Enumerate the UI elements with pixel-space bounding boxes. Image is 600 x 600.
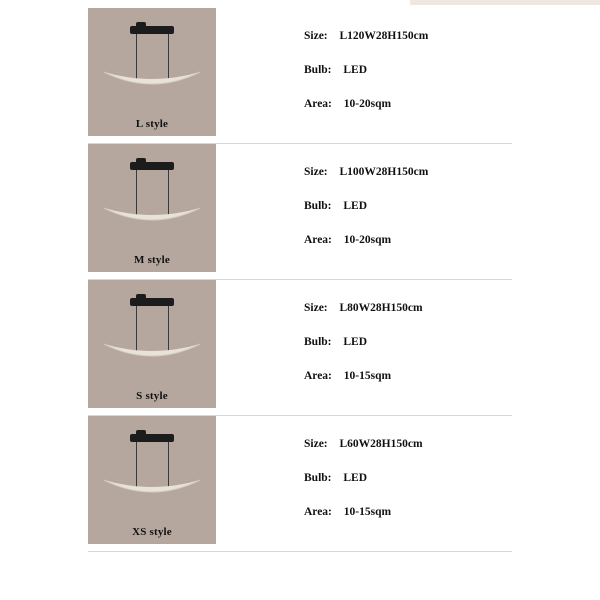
product-specs	[304, 416, 600, 518]
spec-bulb	[304, 336, 600, 348]
product-caption: M style	[134, 254, 170, 266]
spec-size-value: L120W28H150cm	[339, 30, 429, 42]
product-caption: S style	[136, 390, 168, 402]
spec-area	[304, 370, 600, 382]
ceiling-mount-icon	[130, 26, 174, 34]
spec-area-label: Area:	[304, 370, 332, 382]
row-divider	[88, 551, 512, 552]
lamp-blade-icon	[102, 70, 202, 94]
spec-size-label: Size:	[304, 30, 328, 42]
spec-area	[304, 98, 600, 110]
spec-area-value: 10-20sqm	[343, 98, 392, 110]
lamp-blade-icon	[102, 342, 202, 366]
list-item	[0, 416, 600, 552]
spec-size	[304, 302, 600, 314]
spec-size-label: Size:	[304, 438, 328, 450]
list-item	[0, 144, 600, 280]
lamp-blade-icon	[102, 478, 202, 502]
spec-bulb-value: LED	[343, 472, 368, 484]
ceiling-mount-icon	[130, 298, 174, 306]
spec-area-value: 10-15sqm	[343, 506, 392, 518]
spec-area	[304, 506, 600, 518]
product-thumbnail[interactable]	[88, 144, 216, 272]
spec-bulb-value: LED	[343, 200, 368, 212]
product-thumbnail[interactable]	[88, 280, 216, 408]
spec-bulb-value: LED	[343, 336, 368, 348]
spec-size-label: Size:	[304, 302, 328, 314]
spec-area-label: Area:	[304, 234, 332, 246]
spec-size	[304, 438, 600, 450]
lamp-blade-icon	[102, 206, 202, 230]
spec-size-value: L100W28H150cm	[339, 166, 429, 178]
spec-bulb	[304, 200, 600, 212]
spec-bulb	[304, 472, 600, 484]
spec-size-value: L60W28H150cm	[339, 438, 423, 450]
product-specs	[304, 144, 600, 246]
spec-area-label: Area:	[304, 98, 332, 110]
ceiling-mount-icon	[130, 434, 174, 442]
spec-area-value: 10-15sqm	[343, 370, 392, 382]
spec-bulb-label: Bulb:	[304, 200, 332, 212]
product-caption: XS style	[132, 526, 172, 538]
list-item	[0, 8, 600, 144]
spec-area-value: 10-20sqm	[343, 234, 392, 246]
spec-bulb-label: Bulb:	[304, 64, 332, 76]
product-specs	[304, 8, 600, 110]
product-caption: L style	[135, 118, 169, 130]
spec-area-label: Area:	[304, 506, 332, 518]
product-thumbnail[interactable]	[88, 416, 216, 544]
list-item	[0, 280, 600, 416]
spec-size-label: Size:	[304, 166, 328, 178]
product-list	[0, 8, 600, 552]
spec-bulb-value: LED	[343, 64, 368, 76]
spec-size-value: L80W28H150cm	[339, 302, 423, 314]
product-thumbnail[interactable]	[88, 8, 216, 136]
spec-size	[304, 166, 600, 178]
spec-size	[304, 30, 600, 42]
ceiling-mount-icon	[130, 162, 174, 170]
spec-bulb-label: Bulb:	[304, 336, 332, 348]
spec-area	[304, 234, 600, 246]
spec-bulb	[304, 64, 600, 76]
top-accent-strip	[410, 0, 600, 5]
product-specs	[304, 280, 600, 382]
spec-bulb-label: Bulb:	[304, 472, 332, 484]
